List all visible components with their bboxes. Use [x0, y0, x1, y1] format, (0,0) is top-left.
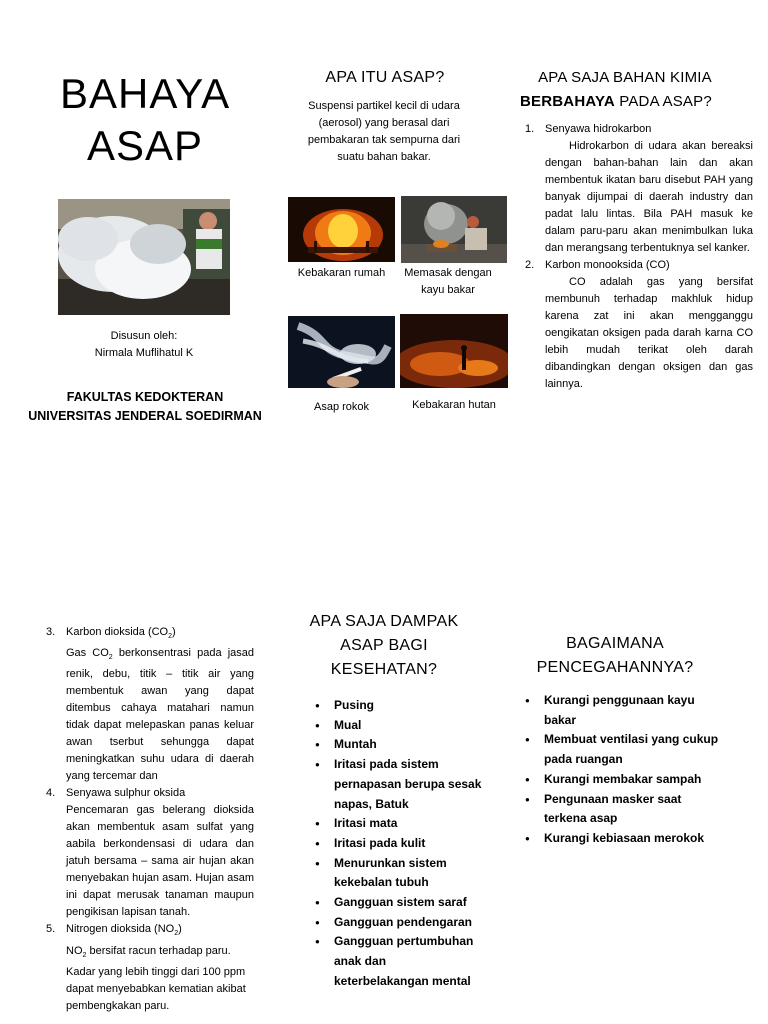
prevention-item: ● Kurangi membakar sampah — [544, 770, 724, 790]
chemical-desc-1: Hidrokarbon di udara akan bereaksi dengan bahan-bahan lain dan akan membentuk ikatan baru disebut PAH yang banyak dijumpai di daerah industry dan padat lalu lintas. Bila PAH masuk ke dalam paru-paru akan menimbulkan luka dan merangsang terbentuknya sel kanker. — [545, 140, 753, 254]
chemical-item-5 — [46, 921, 254, 1014]
effect-item: ● Iritasi pada sistem pernapasan berupa sesak napas, Batuk — [334, 755, 484, 814]
chemical-desc-5-post: bersifat racun terhadap paru. Kadar yang lebih tinggi dari 100 ppm dapat menyebabkan kematian akibat pembengkakan paru. — [66, 944, 246, 1012]
chemical-name-3-sub: 2 — [168, 633, 173, 641]
smoke-definition: Suspensi partikel kecil di udara (aerosol) yang berasal dari pembakaran tak sempurna dari suatu bahan bakar. — [307, 100, 461, 163]
chemical-desc-5-pre: NO — [66, 944, 83, 957]
effect-item: ● Iritasi mata — [334, 814, 484, 834]
effects-list — [334, 696, 484, 992]
effect-item: ● Menurunkan sistem kekebalan tubuh — [334, 854, 484, 893]
effect-item: ● Gangguan pendengaran — [334, 913, 484, 933]
chemical-name-4: Senyawa sulphur oksida — [66, 787, 186, 800]
prevention-item: ● Membuat ventilasi yang cukup pada ruangan — [544, 730, 724, 769]
chemical-name-5-pre: Nitrogen dioksida (NO — [66, 923, 175, 936]
prevention-list — [544, 691, 724, 849]
chemical-name-1: Senyawa hidrokarbon — [545, 123, 652, 135]
caption-forest-fire: Kebakaran hutan — [412, 399, 496, 411]
effect-item: ● Muntah — [334, 735, 484, 755]
faculty-line-1: FAKULTAS KEDOKTERAN — [66, 390, 224, 404]
chemical-item-2 — [525, 257, 753, 393]
chemical-item-3 — [46, 624, 254, 785]
chemical-num-5: 5. — [46, 923, 56, 936]
prevention-heading: BAGAIMANA PENCEGAHANNYA? — [536, 635, 694, 676]
chemical-num-4: 4. — [46, 787, 56, 800]
cigarette-smoke-photo — [288, 316, 395, 388]
chemical-name-3-pre: Karbon dioksida (CO — [66, 626, 169, 638]
chemicals-list-top — [525, 121, 753, 393]
smoke-grilling-photo — [58, 199, 230, 315]
chemical-desc-3-pre: Gas CO — [66, 647, 109, 660]
prevention-item: ● Kurangi kebiasaan merokok — [544, 829, 724, 849]
effects-heading: APA SAJA DAMPAK ASAP BAGI KESEHATAN? — [309, 613, 459, 678]
chemicals-heading-line1: APA SAJA BAHAN KIMIA — [538, 69, 712, 86]
effect-item: ● Mual — [334, 716, 484, 736]
chemical-desc-4: Pencemaran gas belerang dioksida akan membentuk asam sulfat yang aabila berkondensasi di udara dan jatuh bersama – sama air hujan akan menyebakan hujan asam. Hujan asam ini dapat merusak tanaman maupun pengikisan lapisan tanah. — [66, 804, 254, 919]
house-fire-photo — [288, 197, 395, 262]
chemical-name-5 — [66, 921, 254, 942]
chemical-name-3 — [66, 624, 254, 645]
chemical-desc-2: CO adalah gas yang bersifat membunuh terhadap makhluk hidup karena zat ini akan mengganggu oengikatan oksigen pada darah karna CO lebih mudah terikat oleh darah dibandingkan dengan oksigen dan gas lainnya. — [545, 276, 753, 390]
effect-item: ● Gangguan pertumbuhan anak dan keterbelakangan mental — [334, 932, 484, 991]
chemical-desc-3-post: berkonsentrasi pada jasad renik, debu, titik – titik air yang membentuk awan yang dapat ditembus cahaya matahari namun tidak dapat melepaskan panas keluar awan tserbut sehungga dapat meningkatkan suhu udara di daerah yang tercemar dan — [66, 647, 254, 783]
chemicals-list-bottom — [46, 624, 254, 1015]
author-label: Disusun oleh: — [110, 330, 178, 342]
chemical-desc-3 — [66, 645, 254, 785]
chemicals-heading-line2 — [520, 90, 730, 114]
author-name: Nirmala Muflihatul K — [94, 347, 194, 359]
caption-house-fire: Kebakaran rumah — [297, 267, 386, 279]
chemical-desc-5 — [66, 943, 254, 1015]
author-block — [58, 328, 230, 362]
chemical-num-1: 1. — [525, 123, 535, 135]
effect-item: ● Pusing — [334, 696, 484, 716]
effect-item: ● Iritasi pada kulit — [334, 834, 484, 854]
chemical-name-3-post: ) — [172, 626, 176, 638]
what-is-heading: APA ITU ASAP? — [325, 69, 445, 86]
title-line-1: BAHAYA — [60, 70, 231, 117]
chemical-num-3: 3. — [46, 626, 56, 638]
prevention-item: ● Pengunaan masker saat terkena asap — [544, 790, 724, 829]
chemical-desc-3-sub: 2 — [108, 654, 113, 662]
chemical-item-4 — [46, 785, 254, 921]
cooking-firewood-photo — [401, 196, 507, 263]
effect-item: ● Gangguan sistem saraf — [334, 893, 484, 913]
chemicals-heading-rest: PADA ASAP? — [619, 93, 712, 110]
caption-cooking-firewood: Memasak dengan kayu bakar — [404, 267, 492, 296]
chemical-name-5-sub: 2 — [174, 930, 179, 938]
chemical-name-5-post: ) — [178, 923, 182, 936]
caption-cigarette-smoke: Asap rokok — [313, 401, 370, 413]
chemicals-heading-bold: BERBAHAYA — [520, 93, 615, 110]
prevention-item: ● Kurangi penggunaan kayu bakar — [544, 691, 724, 730]
faculty-line-2: UNIVERSITAS JENDERAL SOEDIRMAN — [28, 409, 262, 423]
chemical-desc-5-sub: 2 — [82, 951, 87, 959]
faculty-block — [20, 388, 270, 426]
chemical-item-1 — [525, 121, 753, 257]
title-line-2: ASAP — [86, 122, 204, 169]
chemicals-heading — [520, 66, 730, 114]
chemical-num-2: 2. — [525, 259, 535, 271]
cover-title — [60, 68, 230, 172]
forest-fire-photo — [400, 314, 508, 388]
chemical-name-2: Karbon monooksida (CO) — [545, 259, 670, 271]
